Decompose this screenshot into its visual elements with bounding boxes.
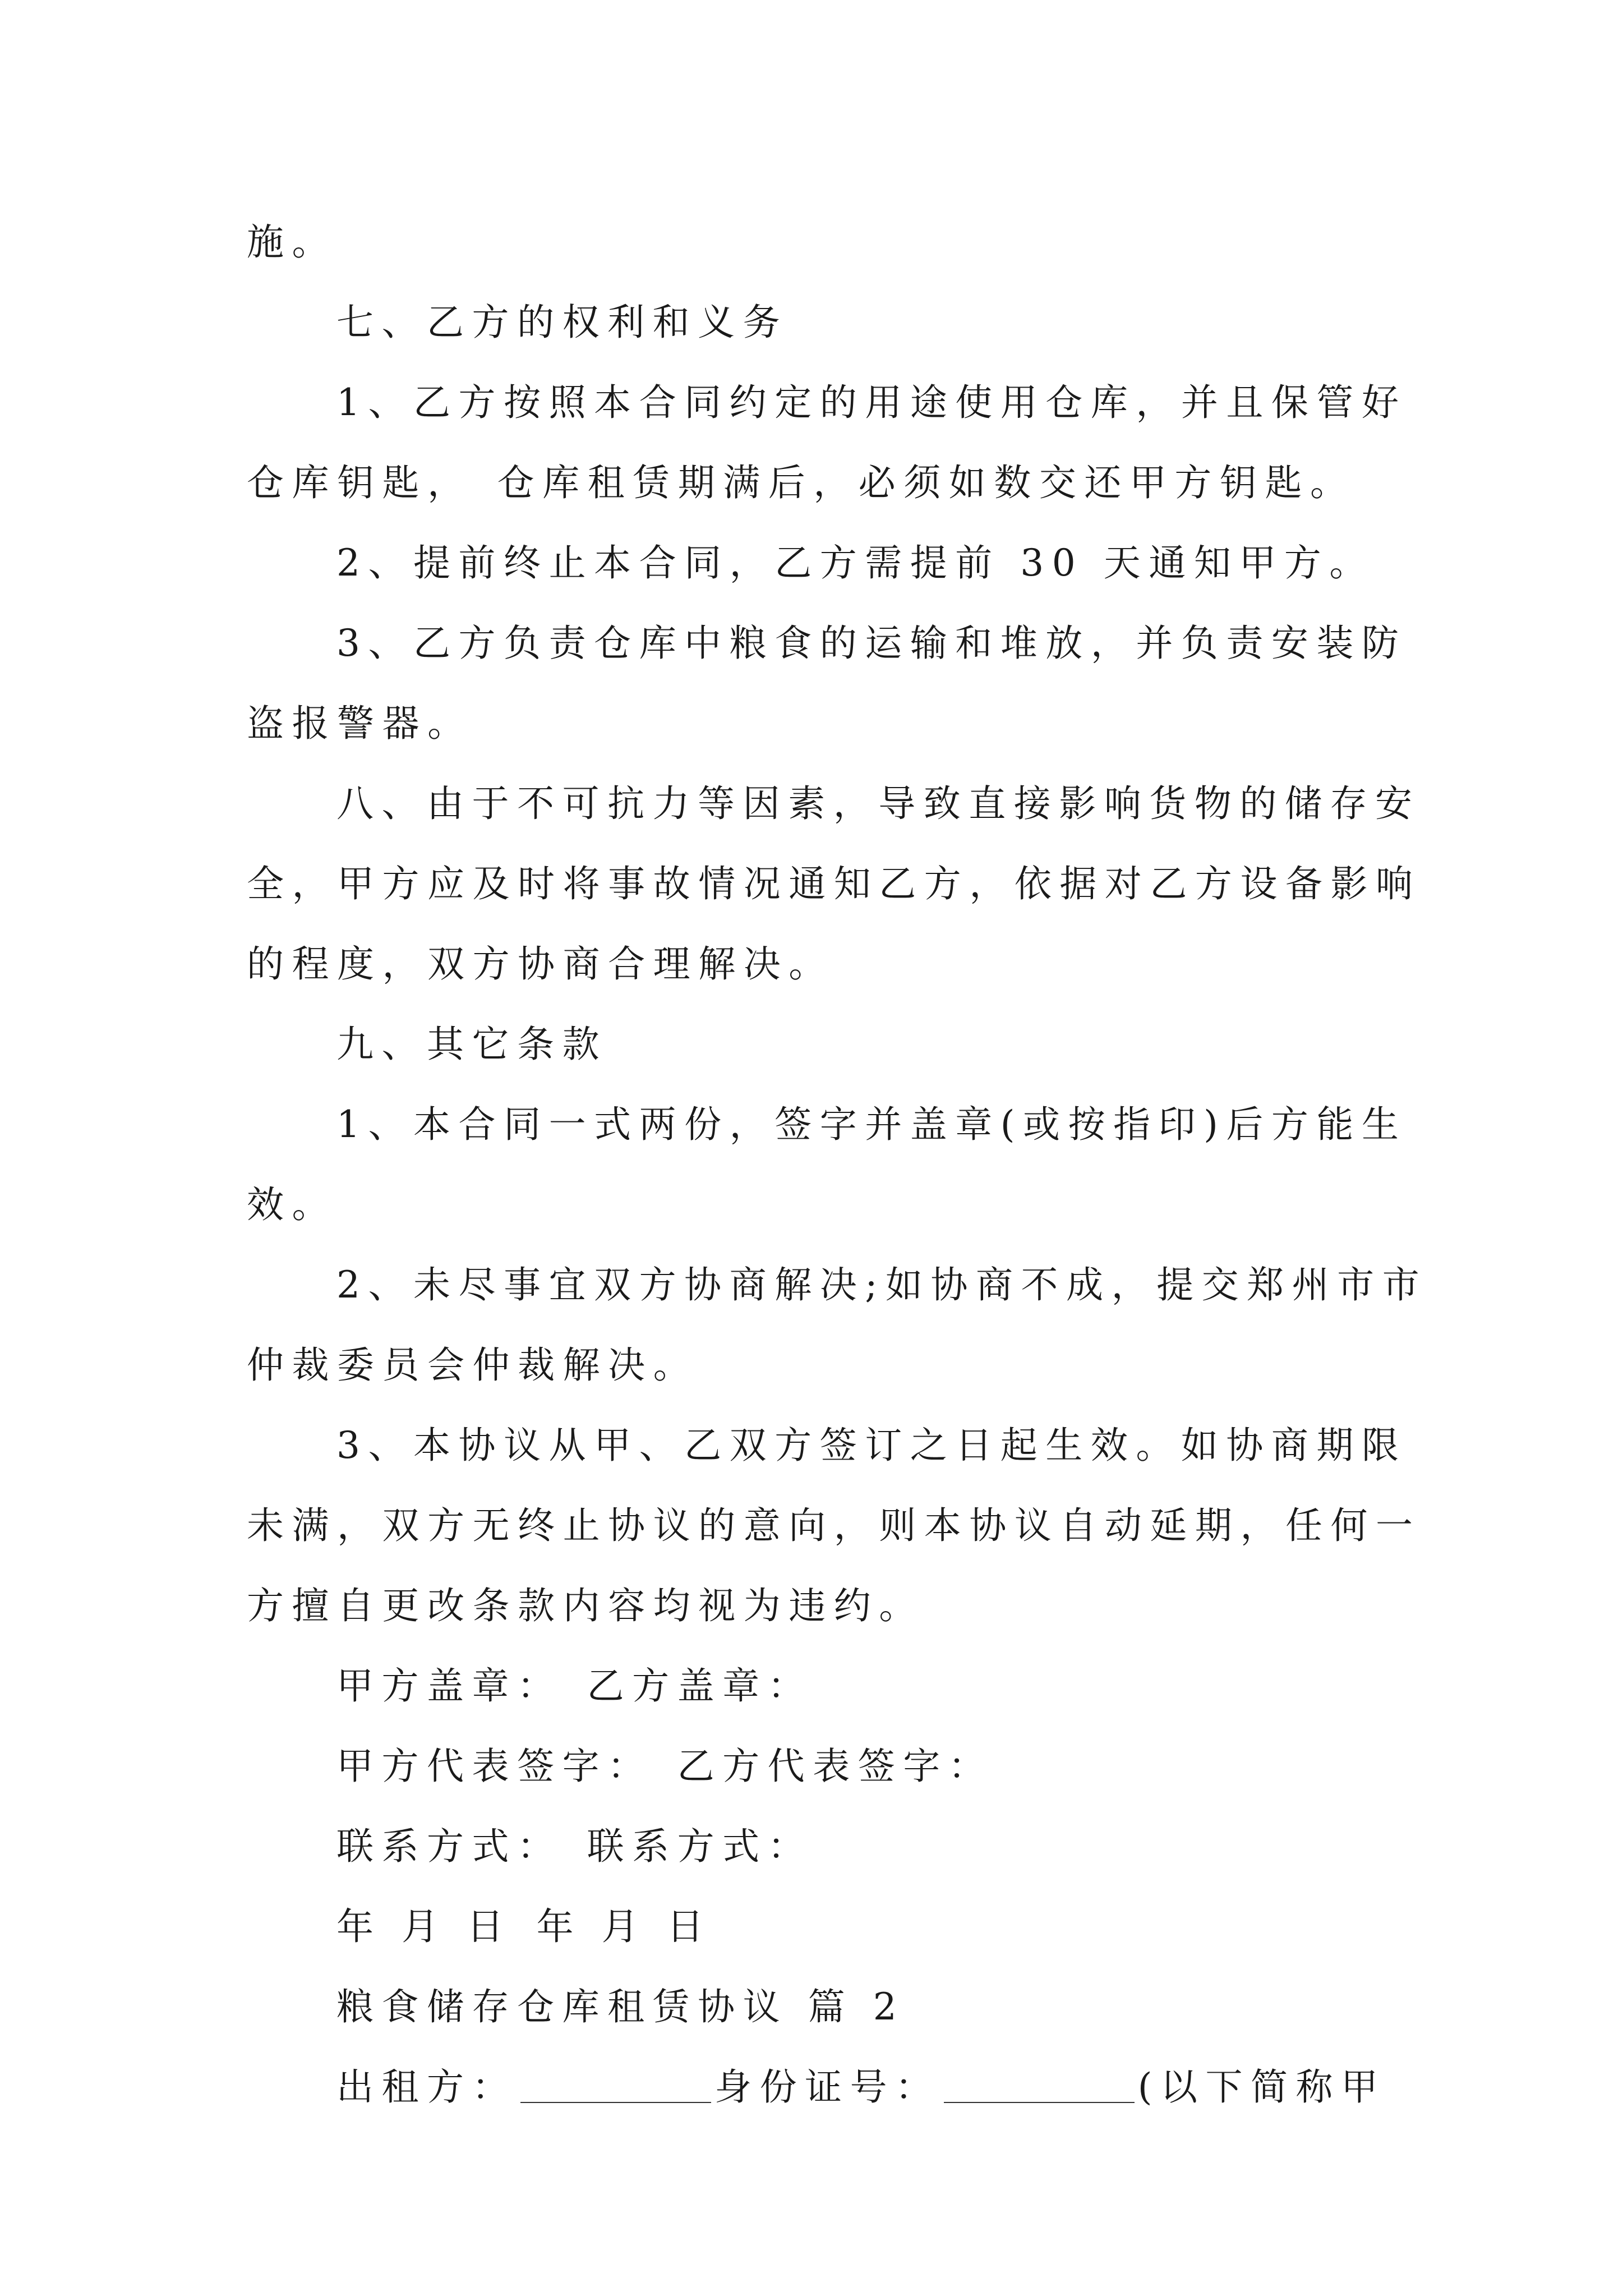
paragraph-line: 全，甲方应及时将事故情况通知乙方，依据对乙方设备影响	[247, 862, 1421, 905]
party-a-rep-label: 甲方代表签字：	[336, 1745, 653, 1788]
lessor-name-blank	[520, 2068, 711, 2103]
paragraph-line: 盗报警器。	[247, 702, 473, 745]
date-line	[247, 1887, 1391, 1967]
date-a-label: 年 月 日	[336, 1905, 512, 1948]
paragraph-line: 2、提前终止本合同，乙方需提前 30 天通知甲方。	[336, 541, 1375, 585]
paragraph-line: 2、未尽事宜双方协商解决;如协商不成，提交郑州市市	[336, 1263, 1428, 1306]
paragraph-line: 1、本合同一式两份，签字并盖章(或按指印)后方能生	[336, 1103, 1407, 1146]
contact-a-label: 联系方式：	[336, 1825, 562, 1868]
date-b-label: 年 月 日	[536, 1905, 712, 1948]
paragraph-segment: 仓库租赁期满后，必须如数交还甲方钥匙。	[497, 461, 1355, 504]
lessor-line	[247, 2047, 1391, 2127]
signature-rep-line	[247, 1726, 1391, 1806]
party-a-seal-label: 甲方盖章：	[336, 1664, 562, 1708]
lessor-label: 出租方：	[336, 2065, 518, 2109]
lessor-suffix: (以下简称甲	[1137, 2065, 1386, 2109]
paragraph-line: 效。	[247, 1183, 338, 1226]
paragraph-line: 的程度，双方协商合理解决。	[247, 942, 834, 986]
section-heading: 九、其它条款	[336, 1023, 608, 1066]
paragraph-line: 未满，双方无终止协议的意向，则本协议自动延期，任何一	[247, 1504, 1421, 1547]
party-b-seal-label: 乙方盖章：	[587, 1664, 813, 1708]
paragraph-line: 1、乙方按照本合同约定的用途使用仓库，并且保管好	[336, 381, 1407, 424]
signature-seal-line	[247, 1646, 1391, 1726]
paragraph-line: 方擅自更改条款内容均视为违约。	[247, 1584, 924, 1627]
id-number-blank	[944, 2068, 1135, 2103]
id-number-label: 身份证号：	[714, 2065, 940, 2109]
paragraph-line: 八、由于不可抗力等因素，导致直接影响货物的储存安	[336, 782, 1421, 825]
paragraph-line: 3、本协议从甲、乙双方签订之日起生效。如协商期限	[336, 1424, 1407, 1467]
section-heading: 七、乙方的权利和义务	[336, 301, 789, 344]
paragraph-line: 施。	[247, 220, 338, 264]
paragraph-line: 3、乙方负责仓库中粮食的运输和堆放，并负责安装防	[336, 622, 1407, 665]
contact-b-label: 联系方式：	[587, 1825, 813, 1868]
section-2-title: 粮食储存仓库租赁协议 篇 2	[336, 1985, 905, 2028]
document-body	[247, 202, 1428, 2127]
paragraph-line	[247, 443, 1391, 523]
paragraph-line: 仲裁委员会仲裁解决。	[247, 1343, 699, 1387]
party-b-rep-label: 乙方代表签字：	[677, 1745, 994, 1788]
contact-line	[247, 1806, 1391, 1887]
paragraph-segment: 仓库钥匙，	[247, 461, 473, 504]
